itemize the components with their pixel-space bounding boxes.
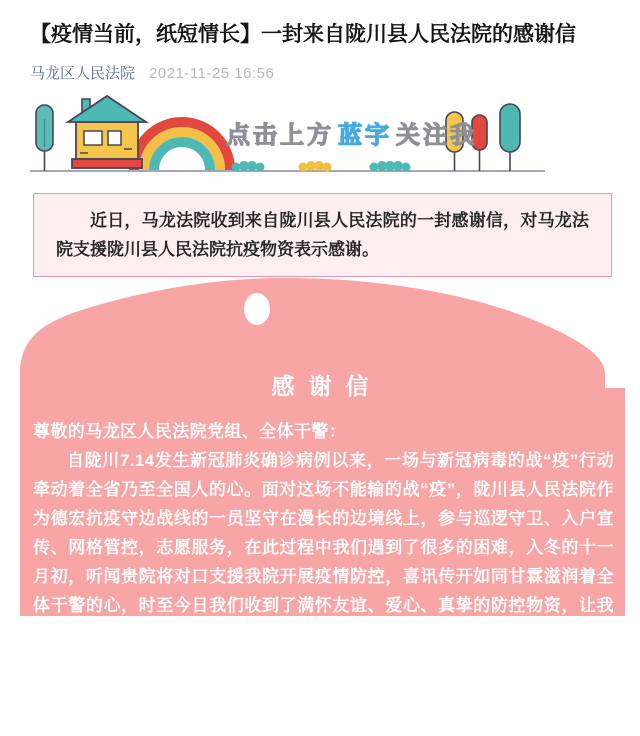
article-title: 【疫情当前，纸短情长】一封来自陇川县人民法院的感谢信 bbox=[30, 23, 576, 46]
banner-text-suffix: 关注我 bbox=[396, 122, 477, 149]
letter-title: 感谢信 bbox=[271, 373, 383, 399]
letter-salutation: 尊敬的马龙区人民法院党组、全体干警： bbox=[33, 422, 347, 441]
banner-text bbox=[226, 115, 477, 150]
banner-text-highlight: 蓝字 bbox=[338, 122, 392, 149]
letter-paragraph: 您们将满天星辰般的爱心物资汇聚成爱的一团火，温暖陇川法院人。在这守边抗疫的关键时期，您们守望相助、爱心奉献、对口支援必将铸就德宏陇川法院人守边抗疫 bbox=[33, 654, 614, 731]
envelope-hole bbox=[244, 293, 270, 325]
grass-icon bbox=[232, 161, 411, 172]
tree-icon bbox=[500, 104, 520, 171]
tree-icon bbox=[36, 105, 53, 171]
banner-text-prefix: 点击上方 bbox=[226, 122, 334, 149]
article-meta bbox=[30, 62, 610, 83]
house-icon bbox=[68, 96, 146, 168]
publish-date: 2021-11-25 16:56 bbox=[149, 65, 275, 82]
author-account-link[interactable]: 马龙区人民法院 bbox=[30, 65, 136, 82]
follow-banner-image[interactable] bbox=[0, 89, 640, 179]
letter-body bbox=[33, 417, 614, 736]
rainbow-icon bbox=[134, 122, 230, 170]
intro-box bbox=[33, 193, 612, 277]
intro-text: 近日，马龙法院收到来自陇川县人民法院的一封感谢信，对马龙法院支援陇川县人民法院抗疫物资表示感谢。 bbox=[56, 211, 589, 259]
letter-paragraph: 自陇川7.14发生新冠肺炎确诊病例以来，一场与新冠病毒的战“疫”行动牵动着全省乃至全国人的心。面对这场不能输的战“疫”，陇川县人民法院作为德宏抗疫守边战线的一员坚守在漫长的边境线上，参与巡逻守卫、入户宣传、网格管控，志愿服务，在此过程中我们遇到了很多的困难，入冬的十一月初，听闻贵院将对口支援我院开展疫情防控，喜讯传开如同甘霖滋润着全体干警的心，时至今日我们收到了满怀友谊、爱心、真挚的防控物资，让我院全体干警更感受到了如同冬日里暖阳般的温暖关怀和支持。 bbox=[33, 451, 614, 644]
letter-envelope bbox=[0, 278, 640, 731]
